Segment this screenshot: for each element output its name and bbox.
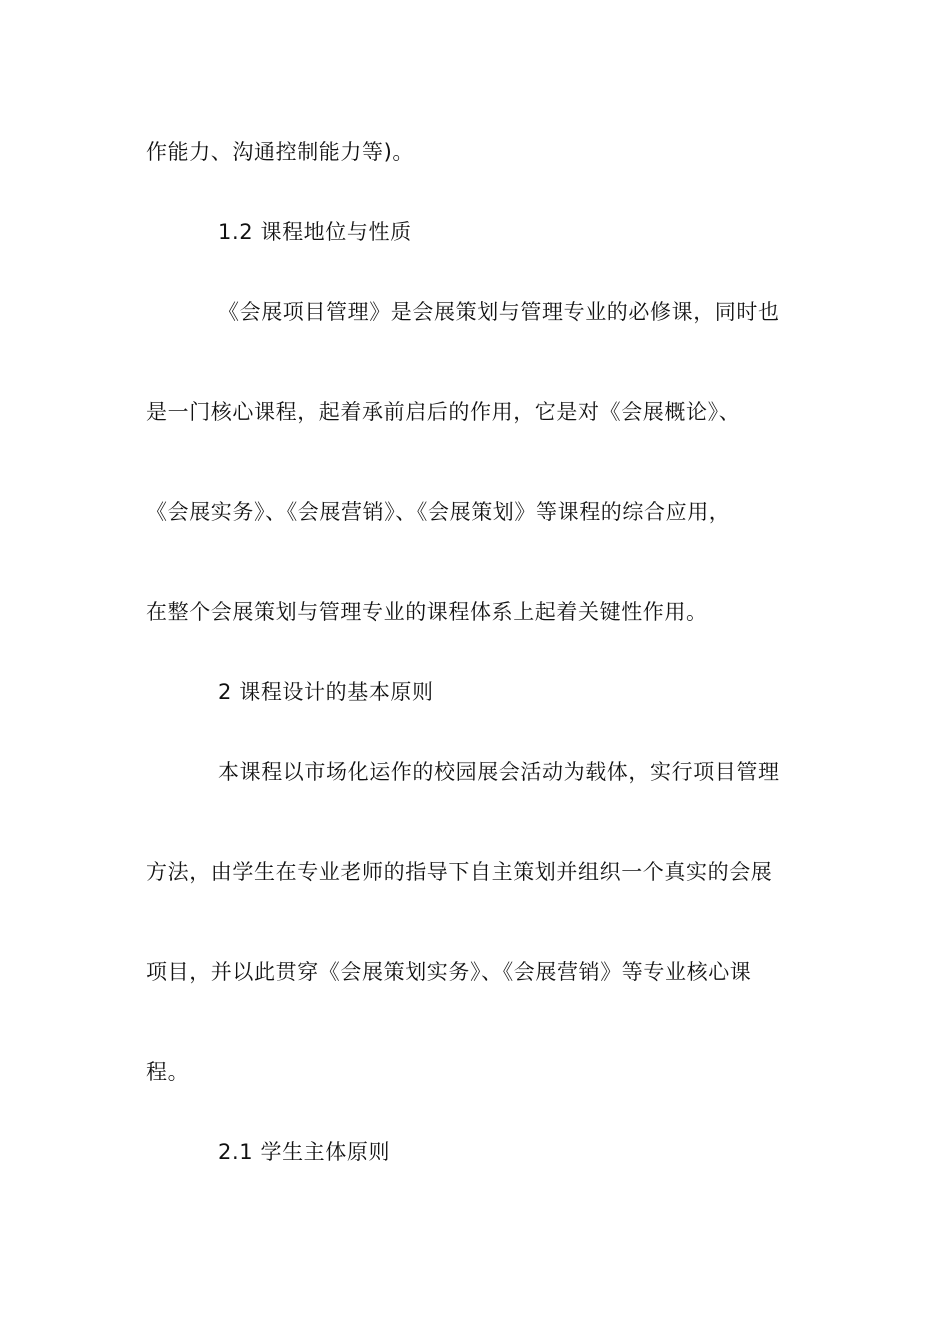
section-heading-2-1: 2.1 学生主体原则 — [218, 1140, 391, 1164]
paragraph-line: 《会展实务》、《会展营销》、《会展策划》等课程的综合应用， — [146, 500, 731, 524]
paragraph-line: 项目，并以此贯穿《会展策划实务》、《会展营销》等专业核心课 — [146, 960, 752, 984]
paragraph-line: 程。 — [146, 1060, 190, 1084]
paragraph-line: 是一门核心课程，起着承前启后的作用，它是对《会展概论》、 — [146, 400, 741, 424]
section-heading-2: 2 课程设计的基本原则 — [218, 680, 434, 704]
paragraph-line: 本课程以市场化运作的校园展会活动为载体，实行项目管理 — [218, 760, 780, 784]
paragraph-line: 在整个会展策划与管理专业的课程体系上起着关键性作用。 — [146, 600, 708, 624]
paragraph-line: 方法，由学生在专业老师的指导下自主策划并组织一个真实的会展 — [146, 860, 773, 884]
paragraph-line: 《会展项目管理》是会展策划与管理专业的必修课，同时也 — [218, 300, 780, 324]
section-heading-1-2: 1.2 课程地位与性质 — [218, 220, 412, 244]
paragraph-line-continuation: 作能力、沟通控制能力等)。 — [146, 140, 414, 164]
